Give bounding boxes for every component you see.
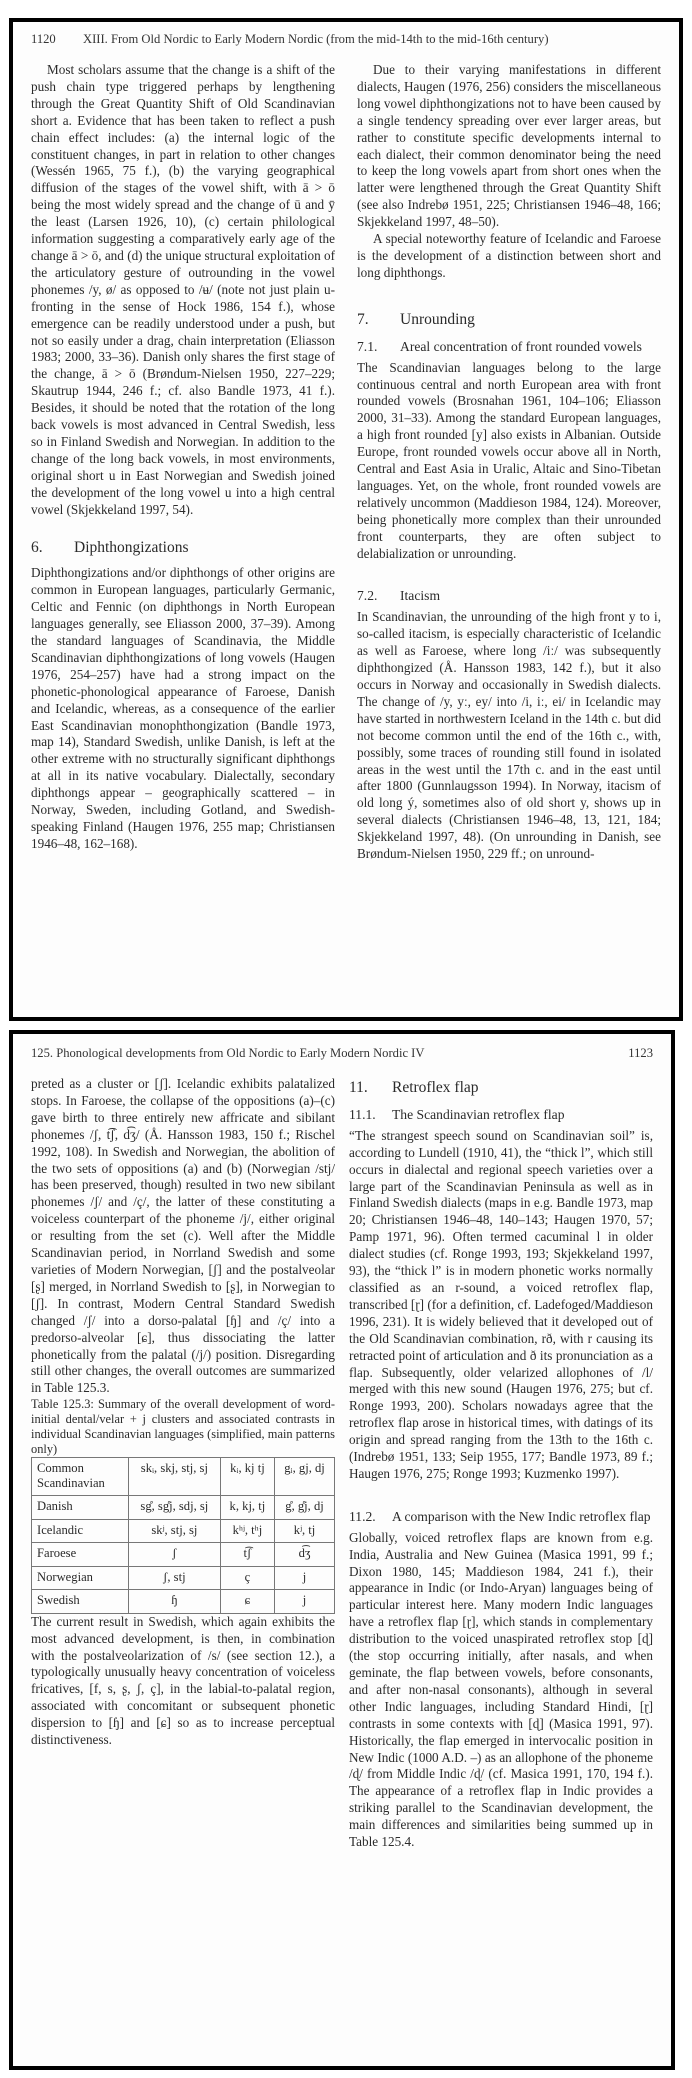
table-cell: g̊, g̊j, dj — [275, 1496, 335, 1520]
table-row-label: Norwegian — [32, 1566, 129, 1590]
chapter-title: 125. Phonological developments from Old Nordic to Early Modern Nordic IV — [31, 1046, 425, 1060]
table-cell: ʃ, stj — [129, 1566, 221, 1590]
table-cell: kᵢ, kj tj — [220, 1458, 274, 1496]
left-column — [31, 1076, 335, 1851]
table-cell: j — [275, 1590, 335, 1614]
subsection-title: The Scandinavian retroflex flap — [392, 1106, 565, 1122]
page-number: 1120 — [31, 32, 56, 46]
table-row — [32, 1519, 335, 1543]
table-cell: d͡ʒ — [275, 1543, 335, 1567]
section-title: Unrounding — [400, 310, 475, 328]
table-cell: ɧ — [129, 1590, 221, 1614]
right-column — [357, 62, 661, 863]
section-heading — [357, 312, 661, 329]
subsection-title: Areal concentration of front rounded vowels — [400, 338, 642, 354]
paragraph: “The strangest speech sound on Scandinavian soil” is, according to Lundell (1910, 41), the “thick l”, which still occurs in dialectal and regional speech varieties over a large part of the Scandinavian Peninsula as well as in Finland Swedish dialects (maps in e.g. Bandle 1973, map 20; Christiansen 1946–48, 140–143; Haugen 1970, 57; Pamp 1971, 96). Often termed cacuminal l in older dialect studies (cf. Ronge 1993, 193; Skjekkeland 1997, 93), the “thick l” is in modern phonetic works normally classified as an r-sound, a voiced retroflex flap, transcribed [ɽ] (for a definition, cf. Ladefoged/Maddieson 1996, 231). It is widely believed that it developed out of the Old Scandinavian combination, rð, with r causing its retracted point of articulation and ð its pronunciation as a flap. Subsequently, older velarized allophones of /l/ merged with this new sound (Haugen 1976, 275; but cf. Ronge 1993, 200). Scholars nowadays agree that the retroflex flap arose in historical times, with datings of its origin and spread ranging from the 13th to the 16th c. (Indrebø 1951, 133; Seip 1955, 177; Bandle 1973, 89 f.; Haugen 1976, 275; Ronge 1993; Kuzmenko 1997). — [349, 1127, 653, 1481]
subsection-number: 7.1. — [357, 338, 378, 354]
subsection-title: A comparison with the New Indic retroflex flap — [392, 1508, 651, 1524]
table-row-label: Faroese — [32, 1543, 129, 1567]
table-cell: kʲ, tj — [275, 1519, 335, 1543]
subsection-heading — [357, 339, 661, 356]
table-row — [32, 1543, 335, 1567]
section-number: 7. — [357, 310, 369, 328]
running-head — [31, 1046, 653, 1061]
left-column — [31, 62, 335, 863]
section-heading — [349, 1080, 653, 1097]
running-head — [31, 32, 661, 47]
paragraph: The Scandinavian languages belong to the large continuous central and north European area with front rounded vowels (Brosnahan 1961, 104–106; Eliasson 2000, 31–33). Among the standard European languages, a high front rounded [y] also exists in Albanian. Outside Europe, front rounded vowels occur above all in North, Central and East Asia in Uralic, Altaic and Sino-Tibetan languages. Yet, on the whole, front rounded vowels are relatively uncommon (Maddieson 1984, 124). Moreover, being phonetically more complex than their unrounded front counterparts, they are often subject to delabialization or unrounding. — [357, 359, 661, 561]
page-1120 — [9, 18, 683, 1021]
paragraph: Most scholars assume that the change is a shift of the push chain type triggered perhaps by lengthening through the Great Quantity Shift of Old Scandinavian short a. Evidence that has been taken to reflect a push chain effect includes: (a) the internal logic of the constituent changes, in part in relation to other changes (Wessén 1965, 75 f.), (b) the varying geographical diffusion of the stages of the vowel shift, with ā > ō being the most widely spread and the change of ū and ȳ the least (Larsen 1926, 10), (c) certain philological information suggesting a comparatively early age of the change ā > ō, and (d) the unique structural exploitation of the articulatory gesture of outrounding in the vowel phonemes /y, ø/ as opposed to /ʉ/ (note not just plain u-fronting in the sense of Hock 1986, 154 f.), whose emergence can be readily understood under a push, but not so easily under a drag, chain interpretation (Eliasson 1983; 2000, 33–36). Danish only shares the first stage of the change, ā > ō (Brøndum-Nielsen 1950, 227–229; Skautrup 1944, 246 f.; cf. also Bandle 1973, 41 f.). Besides, it should be noted that the rotation of the long back vowels is most advanced in Central Swedish, less so in Finland Swedish and Norwegian. In addition to the change of the long back vowels, in most environments, original short u in East Norwegian and Swedish joined the development of the long vowel u into a high central vowel (Skjekkeland 1997, 54). — [31, 62, 335, 517]
table-cell: ɕ — [220, 1590, 274, 1614]
subsection-number: 11.2. — [349, 1508, 376, 1524]
paragraph: Globally, voiced retroflex flaps are known from e.g. India, Australia and New Guinea (Masica 1991, 99 f.; Dixon 1980, 145; Maddieson 1984, 241 f.), their appearance in Indic (or Indo-Aryan) languages being of particular interest here. Many modern Indic languages have a retroflex flap [ɽ], which stands in complementary distribution to the voiced unaspirated retroflex stop [ɖ] (the stop occurring initially, after nasals, and when geminate, the flap between vowels, before consonants, and after non-nasal consonants), although in several other Indic languages, including Standard Hindi, [ɽ] contrasts in some contexts with [ɖ] (Masica 1991, 97). Historically, the flap emerged in intervocalic position in New Indic (1000 A.D. –) as an allophone of the phoneme /ɖ/ from Middle Indic /ɖ/ (cf. Masica 1991, 170, 194 f.). The appearance of a retroflex flap in Indic provides a striking parallel to the Scandinavian development, the main differences and similarities being summed up in Table 125.4. — [349, 1529, 653, 1850]
section-number: 11. — [349, 1079, 368, 1096]
table-row-label: Common Scandinavian — [32, 1458, 129, 1496]
table-cell: skʲ, stj, sj — [129, 1519, 221, 1543]
subsection-heading — [349, 1509, 653, 1526]
table-cell: t͡ʃ — [220, 1543, 274, 1567]
table-cell: gᵢ, gj, dj — [275, 1458, 335, 1496]
table-cell: k, kj, tj — [220, 1496, 274, 1520]
paragraph: A special noteworthy feature of Icelandic and Faroese is the development of a distinction between short and long diphthongs. — [357, 231, 661, 280]
two-column-body — [31, 62, 661, 863]
table-row-label: Danish — [32, 1496, 129, 1520]
page-1123 — [9, 1030, 675, 2070]
subsection-title: Itacism — [400, 588, 441, 604]
paragraph: In Scandinavian, the unrounding of the high front y to i, so-called itacism, is especially characteristic of Icelandic as well as Faroese, where long /iː/ was subsequently diphthongized (Å. Hansson 1983, 142 f.), but it also occurs in Norway and occasionally in Swedish dialects. The change of /y, yː, ey/ into /i, iː, ei/ in Icelandic may have started in northwestern Iceland in the 14th c. but did not become common until the end of the 16th c., with, possibly, some traces of rounding still found in isolated areas in the west until the 17th c. and in the east until after 1800 (Gunnlaugsson 1994). In Norway, itacism of old long ý, sometimes also of old short y, shows up in several dialects (Christiansen 1946–48, 13, 121, 184; Skjekkeland 1997, 48). (On unrounding in Danish, see Brøndum-Nielsen 1950, 229 ff.; on unround- — [357, 609, 661, 862]
page-number: 1123 — [628, 1046, 653, 1060]
section-title: Diphthongizations — [74, 539, 189, 557]
subsection-number: 7.2. — [357, 588, 378, 604]
subsection-heading — [357, 588, 661, 605]
table-row-label: Swedish — [32, 1590, 129, 1614]
table-125-3 — [31, 1457, 335, 1614]
paragraph: Diphthongizations and/or diphthongs of other origins are common in European languages, particularly Germanic, Celtic and Fennic (on diphthongs in North European languages generally, see Eliasson 2000, 37–39). Among the standard languages of Scandinavia, the Middle Scandinavian diphthongizations of long vowels (Haugen 1976, 254–257) have had a strong impact on the phonetic-phonological appearance of Faroese, Danish and Icelandic, whereas, as a consequence of the earlier East Scandinavian monophthongization (Bandle 1973, map 14), Standard Swedish, unlike Danish, is left at the other extreme with no structurally significant diphthongs at all in its native vocabulary. Dialectally, secondary diphthongs appear – geographically scattered – in Norway, Sweden, including Gotland, and Swedish-speaking Finland (Haugen 1976, 255 map; Christiansen 1946–48, 162–168). — [31, 565, 335, 851]
table-cell: kʰʲ, tʰj — [220, 1519, 274, 1543]
paragraph: preted as a cluster or [ʃ]. Icelandic exhibits palatalized stops. In Faroese, the collapse of the oppositions (a)–(c) gave birth to three entirely new affricate and sibilant phonemes /ʃ, t͡ʃ, d͡ʒ/ (Å. Hansson 1983, 150 f.; Rischel 1992, 108). In Swedish and Norwegian, the abolition of the two sets of oppositions (a) and (b) (Norwegian /stj/ has been preserved, though) resulted in two new sibilant phonemes /ʃ/ and /ç/, the latter of these constituting a voiceless counterpart of the phoneme /j/, either original or resulting from the set (c). Well after the Middle Scandinavian period, in Norrland Swedish and some varieties of Modern Norwegian, [ʃ] and the postalveolar [ʂ] merged, in Norrland Swedish to [ʂ], in Norwegian to [ʃ]. In contrast, Modern Central Standard Swedish changed /ʃ/ into a dorso-palatal [ɧ] and /ç/ into a predorso-alveolar [ɕ], thus dissociating the latter phonetically from the palatal (/j/) position. Disregarding still other changes, the overall outcomes are summarized in Table 125.3. — [31, 1076, 335, 1396]
table-cell: sg̊, sg̊j, sdj, sj — [129, 1496, 221, 1520]
section-number: 6. — [31, 539, 43, 557]
table-row — [32, 1496, 335, 1520]
section-heading — [31, 540, 335, 557]
table-caption: Table 125.3: Summary of the overall development of word-initial dental/velar + j clusters and associated contrasts in individual Scandinavian languages (simplified, main patterns only) — [31, 1397, 335, 1457]
paragraph: The current result in Swedish, which again exhibits the most advanced development, is then, in combination with the postalveolarization of /s/ (see section 12.), a typologically unusually heavy concentration of voiceless fricatives, [f, s, ʂ, ʃ, ç], in the labial-to-palatal region, associated with concomitant or subsequent phonetic dispersion to [ɧ] and [ɕ] so as to increase perceptual distinctiveness. — [31, 1613, 335, 1748]
right-column — [349, 1076, 653, 1851]
paragraph: Due to their varying manifestations in different dialects, Haugen (1976, 256) considers the miscellaneous long vowel diphthongizations not to have been caused by a single tendency spreading over ever larger areas, but rather to constitute specific developments internal to each dialect, their common denominator being the need to keep the long vowels apart from short ones when the latter were lengthened through the Great Quantity Shift (see also Indrebø 1951, 225; Christiansen 1946–48, 166; Skjekkeland 1997, 48–50). — [357, 62, 661, 230]
subsection-heading — [349, 1107, 653, 1124]
subsection-number: 11.1. — [349, 1106, 376, 1122]
table-row-label: Icelandic — [32, 1519, 129, 1543]
table-row — [32, 1458, 335, 1496]
chapter-title: XIII. From Old Nordic to Early Modern Nordic (from the mid-14th to the mid-16th century) — [83, 32, 549, 46]
table-row — [32, 1590, 335, 1614]
table-row — [32, 1566, 335, 1590]
table-cell: ç — [220, 1566, 274, 1590]
two-column-body — [31, 1076, 653, 1851]
table-cell: j — [275, 1566, 335, 1590]
table-cell: ʃ — [129, 1543, 221, 1567]
section-title: Retroflex flap — [392, 1079, 479, 1096]
table-cell: skᵢ, skj, stj, sj — [129, 1458, 221, 1496]
